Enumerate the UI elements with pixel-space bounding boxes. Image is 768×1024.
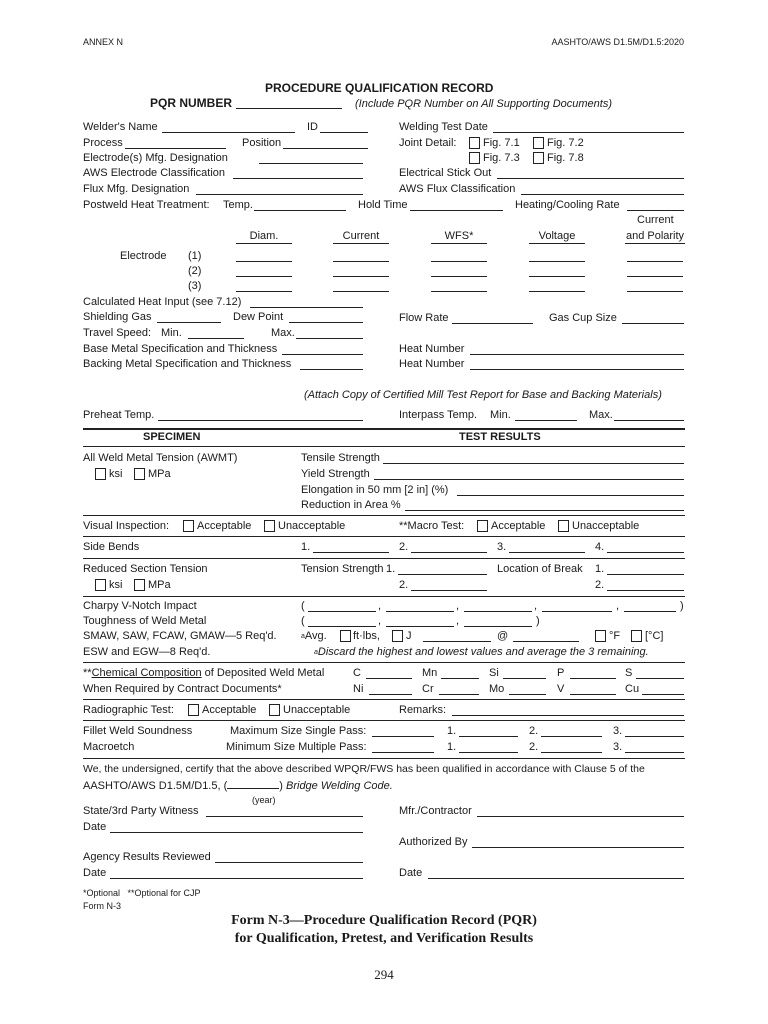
element-cu-field[interactable] (642, 694, 684, 695)
heat-input-label: Calculated Heat Input (see 7.12) (83, 296, 242, 308)
degf-checkbox[interactable] (595, 630, 606, 642)
element-p-label: P (557, 667, 565, 679)
charpy-value-field[interactable] (308, 626, 376, 627)
charpy-temp-field[interactable] (513, 641, 579, 642)
fillet-3-field[interactable] (625, 736, 684, 737)
travel-speed-min-field[interactable] (188, 338, 244, 339)
attach-note: (Attach Copy of Certified Mill Test Report for Base and Backing Materials) (304, 389, 662, 401)
tension-strength-label: Tension Strength (301, 563, 384, 575)
macro-1-label: 1. (447, 741, 457, 753)
heat-number-label-2: Heat Number (399, 358, 465, 370)
charpy-comma: , (456, 600, 460, 612)
macro-1-field[interactable] (459, 752, 518, 753)
fillet-soundness-label: Fillet Weld Soundness (83, 725, 193, 737)
max-single-pass-field[interactable] (372, 736, 434, 737)
heat-number-field-1[interactable] (470, 354, 684, 355)
location-1-label: 1. (595, 563, 605, 575)
interpass-min-label: Min. (490, 409, 511, 421)
joint-detail-label: Joint Detail: (399, 137, 457, 149)
rst-ksi-label: ksi (109, 579, 123, 591)
charpy-comma: , (378, 600, 382, 612)
charpy-note-sup: a (314, 649, 318, 656)
element-cr-field[interactable] (439, 694, 479, 695)
macro-test-label: **Macro Test: (399, 520, 465, 532)
rst-label: Reduced Section Tension (83, 563, 208, 575)
degc-checkbox[interactable] (631, 630, 642, 642)
interpass-max-label: Max. (589, 409, 613, 421)
macro-3-label: 3. (613, 741, 623, 753)
reduction-label: Reduction in Area % (301, 499, 401, 511)
tension-1-label: 1. (386, 563, 396, 575)
tension-2-field[interactable] (411, 590, 487, 591)
charpy-paren-open-2: ( (301, 615, 305, 627)
charpy-note-text: Discard the highest and lowest values and average the 3 remaining. (317, 646, 649, 658)
position-field[interactable] (283, 148, 368, 149)
footnote-optional: *Optional **Optional for CJP (83, 888, 201, 898)
side-bend-4-label: 4. (595, 541, 605, 553)
radiographic-acceptable-label: Acceptable (202, 704, 257, 716)
macro-3-field[interactable] (625, 752, 684, 753)
test-results-header: TEST RESULTS (459, 431, 541, 443)
remarks-field[interactable] (452, 715, 684, 716)
pwht-temp-field[interactable] (254, 210, 346, 211)
element-c-label: C (353, 667, 361, 679)
electrode-row-3-label: (3) (188, 280, 202, 292)
section-divider (83, 446, 685, 447)
flow-rate-label: Flow Rate (399, 312, 449, 324)
fig-7-3-checkbox[interactable] (469, 152, 480, 164)
element-ni-label: Ni (353, 683, 364, 695)
element-v-label: V (557, 683, 565, 695)
side-bend-3-label: 3. (497, 541, 507, 553)
location-2-label: 2. (595, 579, 605, 591)
element-v-field[interactable] (570, 694, 616, 695)
awmt-mpa-label: MPa (148, 468, 171, 480)
aws-flux-class-label: AWS Flux Classification (399, 183, 516, 195)
heating-cooling-label: Heating/Cooling Rate (515, 199, 620, 211)
visual-acceptable-checkbox[interactable] (183, 520, 194, 532)
shielding-gas-field[interactable] (157, 322, 221, 323)
process-label: Process (83, 137, 123, 149)
charpy-value-field[interactable] (464, 626, 532, 627)
pwht-label: Postweld Heat Treatment: (83, 199, 210, 211)
macro-acceptable-checkbox[interactable] (477, 520, 488, 532)
rst-mpa-label: MPa (148, 579, 171, 591)
section-divider (83, 720, 685, 721)
fillet-1-label: 1. (447, 725, 457, 737)
section-divider (83, 699, 685, 700)
witness-label: State/3rd Party Witness (83, 805, 199, 817)
base-metal-field[interactable] (282, 354, 363, 355)
charpy-avg-field[interactable] (423, 641, 491, 642)
element-si-label: Si (489, 667, 499, 679)
tensile-strength-label: Tensile Strength (301, 452, 380, 464)
shielding-gas-label: Shielding Gas (83, 311, 152, 323)
tension-1-field[interactable] (398, 574, 487, 575)
fig-7-8-label: Fig. 7.8 (547, 152, 584, 164)
welders-name-label: Welder's Name (83, 121, 158, 133)
fillet-3-label: 3. (613, 725, 623, 737)
charpy-note (314, 646, 649, 659)
charpy-avg-sup: a (301, 633, 305, 640)
element-p-field[interactable] (570, 678, 616, 679)
id-field[interactable] (320, 132, 368, 133)
side-bend-2-field[interactable] (411, 552, 487, 553)
charpy-paren-close-1: ) (680, 600, 684, 612)
element-s-field[interactable] (636, 678, 684, 679)
backing-metal-field[interactable] (300, 369, 363, 370)
location-1-field[interactable] (607, 574, 684, 575)
fillet-2-label: 2. (529, 725, 539, 737)
certify-line-2 (83, 778, 393, 793)
ftlbs-checkbox[interactable] (340, 630, 351, 642)
joules-checkbox[interactable] (392, 630, 403, 642)
travel-speed-min-label: Min. (161, 327, 182, 339)
charpy-avg-text: Avg. (304, 630, 327, 642)
flux-mfg-field[interactable] (196, 194, 363, 195)
charpy-value-field[interactable] (624, 611, 676, 612)
preheat-label: Preheat Temp. (83, 409, 155, 421)
charpy-paren-open-1: ( (301, 600, 305, 612)
yield-strength-field[interactable] (374, 479, 684, 480)
element-mo-label: Mo (489, 683, 505, 695)
side-bend-1-field[interactable] (313, 552, 389, 553)
elongation-field[interactable] (457, 495, 684, 496)
polarity-header: and Polarity (625, 230, 685, 242)
chemical-label-1 (83, 667, 324, 680)
current-polarity-header-top: Current (637, 214, 674, 226)
side-bend-1-label: 1. (301, 541, 311, 553)
element-c-field[interactable] (366, 678, 412, 679)
electrode-cell[interactable] (529, 261, 585, 262)
rst-ksi-checkbox[interactable] (95, 579, 106, 591)
side-bend-3-field[interactable] (509, 552, 585, 553)
charpy-label-1: Charpy V-Notch Impact (83, 600, 197, 612)
section-divider (83, 758, 685, 759)
electrode-cell[interactable] (236, 261, 292, 262)
awmt-ksi-label: ksi (109, 468, 123, 480)
charpy-value-field[interactable] (542, 611, 612, 612)
electrode-cell[interactable] (627, 261, 683, 262)
backing-metal-label: Backing Metal Specification and Thickness (83, 358, 292, 370)
location-of-break-label: Location of Break (497, 563, 583, 575)
flow-rate-field[interactable] (452, 323, 533, 324)
aws-electrode-class-field[interactable] (233, 178, 363, 179)
heating-cooling-field[interactable] (627, 210, 684, 211)
flux-mfg-label: Flux Mfg. Designation (83, 183, 190, 195)
electrode-cell[interactable] (529, 291, 585, 292)
pqr-number-label: PQR NUMBER (150, 96, 233, 110)
visual-inspection-label: Visual Inspection: (83, 520, 170, 532)
agency-field[interactable] (215, 862, 363, 863)
section-divider (83, 536, 685, 537)
date-field-1[interactable] (110, 832, 363, 833)
side-bends-label: Side Bends (83, 541, 140, 553)
section-divider (83, 428, 685, 430)
charpy-avg-label (301, 630, 327, 643)
id-label: ID (307, 121, 318, 133)
pwht-temp-label: Temp. (223, 199, 253, 211)
voltage-header: Voltage (529, 230, 585, 244)
tensile-strength-field[interactable] (383, 463, 684, 464)
elongation-label: Elongation in 50 mm [2 in] (%) (301, 484, 449, 496)
standard-reference: AASHTO/AWS D1.5M/D1.5:2020 (551, 37, 684, 47)
certify-mid: ) (279, 780, 286, 792)
fig-7-2-checkbox[interactable] (533, 137, 544, 149)
fig-7-1-checkbox[interactable] (469, 137, 480, 149)
radiographic-unacceptable-checkbox[interactable] (269, 704, 280, 716)
pqr-note: (Include PQR Number on All Supporting Documents) (355, 98, 612, 110)
chemical-label-2: When Required by Contract Documents* (83, 683, 282, 695)
welding-test-date-label: Welding Test Date (399, 121, 488, 133)
chemical-suffix: of Deposited Weld Metal (201, 667, 325, 679)
element-s-label: S (625, 667, 633, 679)
welders-name-field[interactable] (162, 132, 295, 133)
footnote-form: Form N-3 (83, 901, 121, 911)
radiographic-label: Radiographic Test: (83, 704, 174, 716)
radiographic-acceptable-checkbox[interactable] (188, 704, 199, 716)
authorized-by-field[interactable] (472, 847, 684, 848)
radiographic-unacceptable-label: Unacceptable (283, 704, 351, 716)
side-bend-4-field[interactable] (607, 552, 684, 553)
reduction-field[interactable] (405, 510, 684, 511)
electrode-cell[interactable] (627, 276, 683, 277)
witness-field[interactable] (206, 816, 363, 817)
wfs-header: WFS* (431, 230, 487, 244)
location-2-field[interactable] (607, 590, 684, 591)
macro-2-field[interactable] (541, 752, 602, 753)
electrode-cell[interactable] (333, 261, 389, 262)
charpy-label-4: ESW and EGW—8 Req'd. (83, 646, 211, 658)
tension-2-label: 2. (399, 579, 409, 591)
degc-label: [°C] (645, 630, 664, 642)
element-si-field[interactable] (503, 678, 546, 679)
electrode-cell[interactable] (333, 276, 389, 277)
welding-test-date-field[interactable] (493, 132, 684, 133)
max-single-pass-label: Maximum Size Single Pass: (230, 725, 367, 737)
charpy-comma: , (534, 600, 538, 612)
fig-7-1-label: Fig. 7.1 (483, 137, 520, 149)
date-field-2[interactable] (110, 878, 363, 879)
degf-label: °F (609, 630, 621, 642)
authorized-by-label: Authorized By (399, 836, 468, 848)
travel-speed-label: Travel Speed: (83, 327, 152, 339)
macro-unacceptable-checkbox[interactable] (558, 520, 569, 532)
element-ni-field[interactable] (369, 694, 412, 695)
diam-header: Diam. (236, 230, 292, 244)
year-field[interactable] (227, 778, 279, 789)
aws-flux-class-field[interactable] (521, 194, 684, 195)
awmt-mpa-checkbox[interactable] (134, 468, 145, 480)
pqr-number-field[interactable] (236, 108, 342, 109)
date-label-1: Date (83, 821, 107, 833)
min-multiple-pass-label: Minimum Size Multiple Pass: (226, 741, 367, 753)
travel-speed-max-label: Max. (271, 327, 295, 339)
hold-time-field[interactable] (410, 210, 503, 211)
electrode-row-2-label: (2) (188, 265, 202, 277)
visual-unacceptable-checkbox[interactable] (264, 520, 275, 532)
certify-prefix: AASHTO/AWS D1.5M/D1.5, ( (83, 780, 228, 792)
side-bend-2-label: 2. (399, 541, 409, 553)
agency-label: Agency Results Reviewed (83, 851, 211, 863)
chemical-prefix: ** (83, 667, 92, 679)
mfr-contractor-field[interactable] (477, 816, 684, 817)
charpy-at-label: @ (497, 630, 509, 642)
interpass-max-field[interactable] (614, 420, 684, 421)
heat-input-field[interactable] (250, 307, 363, 308)
yield-strength-label: Yield Strength (301, 468, 370, 480)
awmt-ksi-checkbox[interactable] (95, 468, 106, 480)
visual-acceptable-label: Acceptable (197, 520, 252, 532)
electrical-stick-out-field[interactable] (497, 178, 684, 179)
interpass-label: Interpass Temp. (399, 409, 478, 421)
electrode-cell[interactable] (431, 261, 487, 262)
page-number: 294 (374, 967, 394, 982)
awmt-label: All Weld Metal Tension (AWMT) (83, 452, 238, 464)
macro-unacceptable-label: Unacceptable (572, 520, 640, 532)
annex-label: ANNEX N (83, 37, 124, 47)
macro-2-label: 2. (529, 741, 539, 753)
electrode-row-label: Electrode (120, 250, 167, 262)
visual-unacceptable-label: Unacceptable (278, 520, 346, 532)
electrode-cell[interactable] (236, 276, 292, 277)
charpy-value-field[interactable] (464, 611, 532, 612)
charpy-comma: , (378, 615, 382, 627)
heat-number-label-1: Heat Number (399, 343, 465, 355)
charpy-comma: , (616, 600, 620, 612)
form-title: PROCEDURE QUALIFICATION RECORD (265, 81, 494, 95)
electrode-mfg-field[interactable] (259, 163, 363, 164)
mfr-contractor-label: Mfr./Contractor (399, 805, 472, 817)
gas-cup-size-field[interactable] (622, 323, 684, 324)
travel-speed-max-field[interactable] (296, 338, 363, 339)
charpy-comma: , (456, 615, 460, 627)
element-cu-label: Cu (625, 683, 640, 695)
hold-time-label: Hold Time (358, 199, 408, 211)
fig-7-8-checkbox[interactable] (533, 152, 544, 164)
section-divider (83, 662, 685, 663)
specimen-header: SPECIMEN (143, 431, 201, 443)
section-divider (83, 596, 685, 597)
charpy-value-field[interactable] (386, 611, 454, 612)
section-divider (83, 558, 685, 559)
date-label-3: Date (399, 867, 423, 879)
heat-number-field-2[interactable] (470, 369, 684, 370)
fig-7-2-label: Fig. 7.2 (547, 137, 584, 149)
electrode-row-1-label: (1) (188, 250, 202, 262)
fillet-1-field[interactable] (459, 736, 518, 737)
electrode-cell[interactable] (333, 291, 389, 292)
electrode-cell[interactable] (627, 291, 683, 292)
min-multiple-pass-field[interactable] (372, 752, 434, 753)
gas-cup-size-label: Gas Cup Size (549, 312, 617, 324)
base-metal-label: Base Metal Specification and Thickness (83, 343, 278, 355)
chemical-composition-text: Chemical Composition (91, 667, 202, 679)
current-header: Current (333, 230, 389, 244)
fillet-2-field[interactable] (541, 736, 602, 737)
bridge-welding-code: Bridge Welding Code. (286, 780, 393, 792)
dew-point-label: Dew Point (233, 311, 284, 323)
macro-acceptable-label: Acceptable (491, 520, 546, 532)
dew-point-field[interactable] (289, 322, 363, 323)
figure-caption-line-1: Form N-3—Procedure Qualification Record (PQR) (231, 913, 537, 928)
element-cr-label: Cr (422, 683, 434, 695)
charpy-value-field[interactable] (308, 611, 376, 612)
aws-electrode-class-label: AWS Electrode Classification (83, 167, 226, 179)
certify-line-1: We, the undersigned, certify that the above described WPQR/FWS has been qualified in accordance with Clause 5 of the (83, 763, 645, 775)
year-label: (year) (252, 795, 276, 805)
electrode-cell[interactable] (431, 291, 487, 292)
element-mn-label: Mn (422, 667, 438, 679)
fig-7-3-label: Fig. 7.3 (483, 152, 520, 164)
joules-label: J (406, 630, 412, 642)
date-field-3[interactable] (428, 878, 684, 879)
rst-mpa-checkbox[interactable] (134, 579, 145, 591)
position-label: Position (242, 137, 282, 149)
preheat-field[interactable] (158, 420, 363, 421)
electrode-mfg-label: Electrode(s) Mfg. Designation (83, 152, 228, 164)
figure-caption-line-2: for Qualification, Pretest, and Verification Results (234, 931, 534, 946)
electrode-cell[interactable] (236, 291, 292, 292)
charpy-paren-close-2: ) (536, 615, 540, 627)
element-mn-field[interactable] (441, 678, 479, 679)
charpy-label-3: SMAW, SAW, FCAW, GMAW—5 Req'd. (83, 630, 277, 642)
charpy-value-field[interactable] (386, 626, 454, 627)
date-label-2: Date (83, 867, 107, 879)
remarks-label: Remarks: (399, 704, 447, 716)
ftlbs-label: ft·lbs, (353, 630, 380, 642)
macroetch-label: Macroetch (83, 741, 135, 753)
element-mo-field[interactable] (509, 694, 546, 695)
section-divider (83, 515, 685, 516)
electrode-cell[interactable] (431, 276, 487, 277)
charpy-label-2: Toughness of Weld Metal (83, 615, 207, 627)
interpass-min-field[interactable] (515, 420, 577, 421)
process-field[interactable] (125, 148, 226, 149)
electrical-stick-out-label: Electrical Stick Out (399, 167, 492, 179)
electrode-cell[interactable] (529, 276, 585, 277)
